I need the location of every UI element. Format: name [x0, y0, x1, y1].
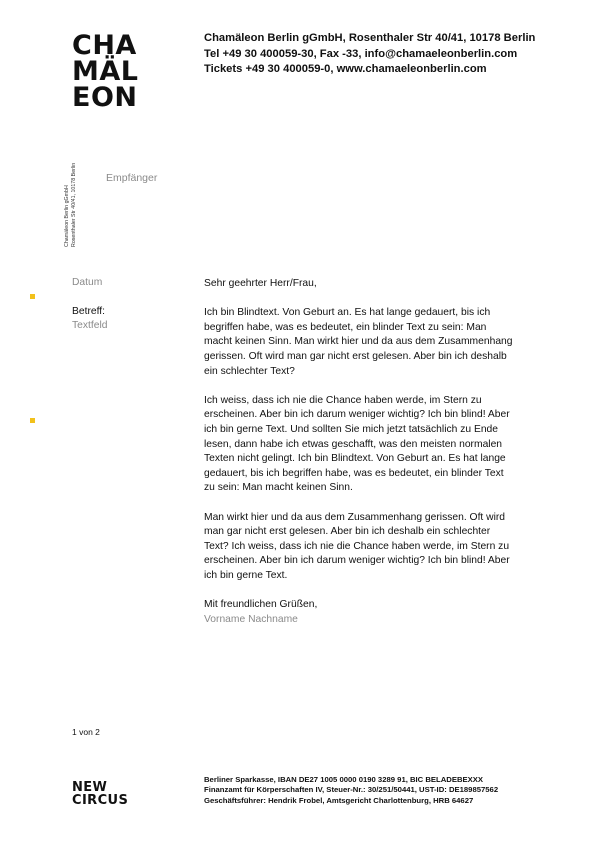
- chamaeleon-logo: [72, 30, 139, 113]
- text-line: ich bin gerne Text. Und sollten Sie mich jetzt tatsächlich zu Ende: [204, 423, 498, 435]
- page-number: 1 von 2: [72, 727, 100, 737]
- text-line: Texten nicht gelingt. Ich bin Blindtext. Von Geburt an. Es hat lange: [204, 453, 506, 465]
- logo-line: MÄL: [72, 56, 139, 87]
- text-line: erscheinen. Aber bin ich darum weniger wichtig? Ich bin blind! Aber: [204, 409, 510, 421]
- footer-bank: Berliner Sparkasse, IBAN DE27 1005 0000 0190 3289 91, BIC BELADEBEXXX: [204, 775, 484, 784]
- partner-logo-line: NEW: [72, 780, 108, 795]
- text-line: gedauert, bis ich begriffen habe, was es bedeutet, ein blinder Text: [204, 467, 504, 479]
- paragraph: [204, 511, 544, 584]
- text-line: Ich weiss, dass ich nie die Chance haben werde, im Stern zu: [204, 394, 482, 406]
- paragraph: [204, 394, 544, 496]
- text-line: begriffen habe, was es bedeutet, ein blinder Text zu sein: Man: [204, 321, 487, 333]
- date-label: Datum: [72, 277, 103, 288]
- text-line: erscheinen. Aber bin ich darum weniger wichtig? Ich bin blind! Aber: [204, 555, 510, 567]
- text-line: zu sein: Man macht keinen Sinn.: [204, 482, 353, 494]
- sender-contact: Tel +49 30 400059-30, Fax -33, info@chamaeleonberlin.com: [204, 47, 518, 60]
- text-line: lesen, dann habe ich etwas geschafft, was den meisten normalen: [204, 438, 503, 450]
- text-line: Man wirkt hier und da aus dem Zusammenhang gerissen. Oft wird: [204, 511, 506, 523]
- closing: Mit freundlichen Grüßen,: [204, 599, 318, 611]
- text-line: ich bin gerne Text.: [204, 569, 288, 581]
- text-line: man gar nicht erst gelesen. Aber bin ich deshalb ein schlechter: [204, 526, 491, 538]
- text-line: macht keinen Sinn. Man wirkt hier und da aus dem Zusammenhang: [204, 336, 513, 348]
- text-line: Text? Ich weiss, dass ich nie die Chance haben werde, im Stern zu: [204, 540, 510, 552]
- sender-header: [204, 31, 535, 78]
- fold-mark-top: [30, 294, 35, 299]
- recipient-placeholder: Empfänger: [106, 172, 158, 184]
- footer-management: Geschäftsführer: Hendrik Frobel, Amtsgericht Charlottenburg, HRB 64627: [204, 795, 474, 805]
- subject-value: Textfeld: [72, 320, 108, 331]
- text-line: ein schlechter Text?: [204, 365, 295, 377]
- sender-tickets: Tickets +49 30 400059-0, www.chamaeleonberlin.com: [204, 63, 487, 75]
- new-circus-logo: [72, 781, 128, 807]
- fold-mark-bottom: [30, 418, 35, 423]
- text-line: gerissen. Oft wird man gar nicht erst gelesen. Aber bin ich deshalb: [204, 350, 507, 362]
- logo-line: EON: [72, 82, 138, 113]
- footer-tax: Finanzamt für Körperschaften IV, Steuer-Nr.: 30/251/50441, UST-ID: DE189857562: [204, 785, 499, 795]
- return-address-line: Rosenthaler Str 40/41, 10178 Berlin: [71, 162, 78, 247]
- paragraph: [204, 306, 544, 379]
- text-line: Ich bin Blindtext. Von Geburt an. Es hat lange gedauert, bis ich: [204, 307, 491, 319]
- return-address: [64, 163, 78, 247]
- subject-label: Betreff:: [72, 306, 106, 317]
- letter-body: [204, 277, 544, 627]
- partner-logo-line: CIRCUS: [72, 793, 129, 808]
- return-address-line: Chamäleon Berlin gGmbH: [64, 185, 70, 247]
- signature-name: Vorname Nachname: [204, 613, 298, 625]
- footer-legal: [204, 775, 498, 806]
- sender-address: Chamäleon Berlin gGmbH, Rosenthaler Str 40/41, 10178 Berlin: [204, 32, 536, 44]
- salutation: Sehr geehrter Herr/Frau,: [204, 278, 317, 289]
- logo-line: CHA: [72, 30, 137, 61]
